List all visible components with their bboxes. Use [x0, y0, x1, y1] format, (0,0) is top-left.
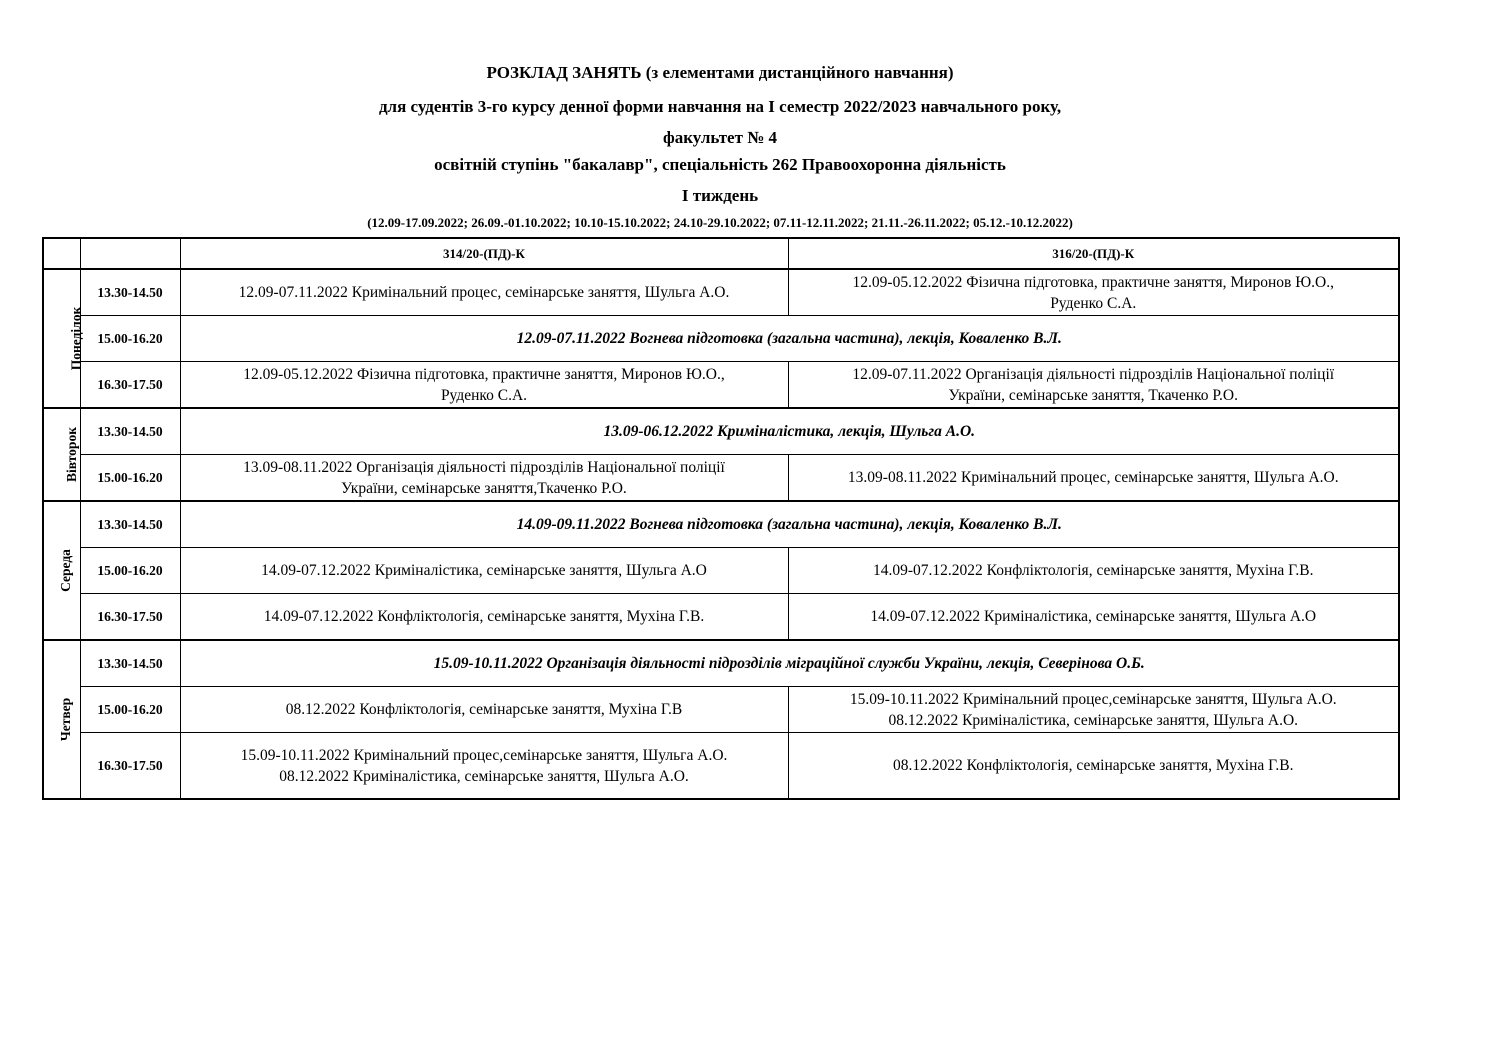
- class-line: 12.09-07.11.2022 Організація діяльності підрозділів Національної поліції: [852, 365, 1335, 383]
- class-line: 08.12.2022 Криміналістика, семінарське заняття, Шульга А.О.: [279, 767, 689, 785]
- schedule-subtitle: для судентів 3-го курсу денної форми навчання на І семестр 2022/2023 навчального року,: [378, 97, 1062, 116]
- faculty-line: факультет № 4: [662, 128, 778, 147]
- class-cell: 12.09-07.11.2022 Кримінальний процес, семінарське заняття, Шульга А.О.: [180, 269, 788, 316]
- time-cell: 15.00-16.20: [80, 316, 180, 362]
- table-header-row: [43, 238, 1399, 269]
- time-cell: 13.30-14.50: [80, 269, 180, 316]
- class-line: 13.09-08.11.2022 Організація діяльності підрозділів Національної поліції: [243, 458, 725, 476]
- class-line: 15.09-10.11.2022 Кримінальний процес,семінарське заняття, Шульга А.О.: [849, 690, 1337, 708]
- group-header-2: 316/20-(ПД)-К: [788, 238, 1399, 269]
- class-cell: 14.09-07.12.2022 Конфліктологія, семінарське заняття, Мухіна Г.В.: [180, 594, 788, 641]
- time-cell: 15.00-16.20: [80, 455, 180, 502]
- table-row: [43, 733, 1399, 800]
- table-row: [43, 501, 1399, 548]
- class-line: Руденко С.А.: [440, 386, 528, 404]
- class-cell: 13.09-08.11.2022 Кримінальний процес, семінарське заняття, Шульга А.О.: [788, 455, 1399, 502]
- class-line: 12.09-05.12.2022 Фізична підготовка, практичне заняття, Миронов Ю.О.,: [243, 365, 725, 383]
- lecture-cell: 13.09-06.12.2022 Криміналістика, лекція, Шульга А.О.: [180, 408, 1399, 455]
- class-line: України, семінарське заняття, Ткаченко Р.О.: [948, 386, 1238, 404]
- lecture-cell: 15.09-10.11.2022 Організація діяльності підрозділів міграційної служби України, лекція, Северінова О.Б.: [180, 640, 1399, 687]
- class-cell: [788, 269, 1399, 316]
- class-cell: 08.12.2022 Конфліктологія, семінарське заняття, Мухіна Г.В: [180, 687, 788, 733]
- time-cell: 16.30-17.50: [80, 594, 180, 641]
- table-row: [43, 594, 1399, 641]
- class-cell: 14.09-07.12.2022 Криміналістика, семінарське заняття, Шульга А.О: [788, 594, 1399, 641]
- table-row: [43, 687, 1399, 733]
- class-cell: [788, 687, 1399, 733]
- table-row: [43, 316, 1399, 362]
- header-day-cell: [43, 238, 80, 269]
- day-label-monday: Понеділок: [43, 269, 80, 408]
- table-row: [43, 269, 1399, 316]
- schedule-title: РОЗКЛАД ЗАНЯТЬ (з елементами дистанційного навчання): [486, 63, 954, 82]
- table-row: [43, 408, 1399, 455]
- table-row: [43, 455, 1399, 502]
- time-cell: 15.00-16.20: [80, 687, 180, 733]
- class-cell: [180, 362, 788, 409]
- time-cell: 13.30-14.50: [80, 501, 180, 548]
- table-row: [43, 548, 1399, 594]
- lecture-cell: 12.09-07.11.2022 Вогнева підготовка (загальна частина), лекція, Коваленко В.Л.: [180, 316, 1399, 362]
- class-line: 12.09-05.12.2022 Фізична підготовка, практичне заняття, Миронов Ю.О.,: [852, 273, 1334, 291]
- week-dates-line: (12.09-17.09.2022; 26.09.-01.10.2022; 10.10-15.10.2022; 24.10-29.10.2022; 07.11-12.11.2022; 21.11.-26.11.2022; 05.12.-10.12.2022): [367, 215, 1073, 230]
- class-cell: 08.12.2022 Конфліктологія, семінарське заняття, Мухіна Г.В.: [788, 733, 1399, 800]
- time-cell: 16.30-17.50: [80, 362, 180, 409]
- day-label-thursday: Четвер: [43, 640, 80, 799]
- class-cell: [788, 362, 1399, 409]
- header-time-cell: [80, 238, 180, 269]
- table-row: [43, 362, 1399, 409]
- class-cell: [180, 733, 788, 800]
- class-cell: 14.09-07.12.2022 Конфліктологія, семінарське заняття, Мухіна Г.В.: [788, 548, 1399, 594]
- schedule-table: [42, 237, 1400, 800]
- day-label-tuesday: Вівторок: [43, 408, 80, 501]
- class-cell: [180, 455, 788, 502]
- class-cell: 14.09-07.12.2022 Криміналістика, семінарське заняття, Шульга А.О: [180, 548, 788, 594]
- table-row: [43, 640, 1399, 687]
- week-line: І тиждень: [681, 186, 759, 205]
- time-cell: 13.30-14.50: [80, 640, 180, 687]
- time-cell: 13.30-14.50: [80, 408, 180, 455]
- degree-line: освітній ступінь "бакалавр", спеціальність 262 Правоохоронна діяльність: [434, 155, 1006, 174]
- class-line: 15.09-10.11.2022 Кримінальний процес,семінарське заняття, Шульга А.О.: [240, 746, 728, 764]
- class-line: України, семінарське заняття,Ткаченко Р.О.: [341, 479, 627, 497]
- time-cell: 16.30-17.50: [80, 733, 180, 800]
- class-line: Руденко С.А.: [1050, 294, 1137, 312]
- class-line: 08.12.2022 Криміналістика, семінарське заняття, Шульга А.О.: [888, 711, 1299, 729]
- lecture-cell: 14.09-09.11.2022 Вогнева підготовка (загальна частина), лекція, Коваленко В.Л.: [180, 501, 1399, 548]
- group-header-1: 314/20-(ПД)-К: [180, 238, 788, 269]
- day-label-wednesday: Середа: [43, 501, 80, 640]
- time-cell: 15.00-16.20: [80, 548, 180, 594]
